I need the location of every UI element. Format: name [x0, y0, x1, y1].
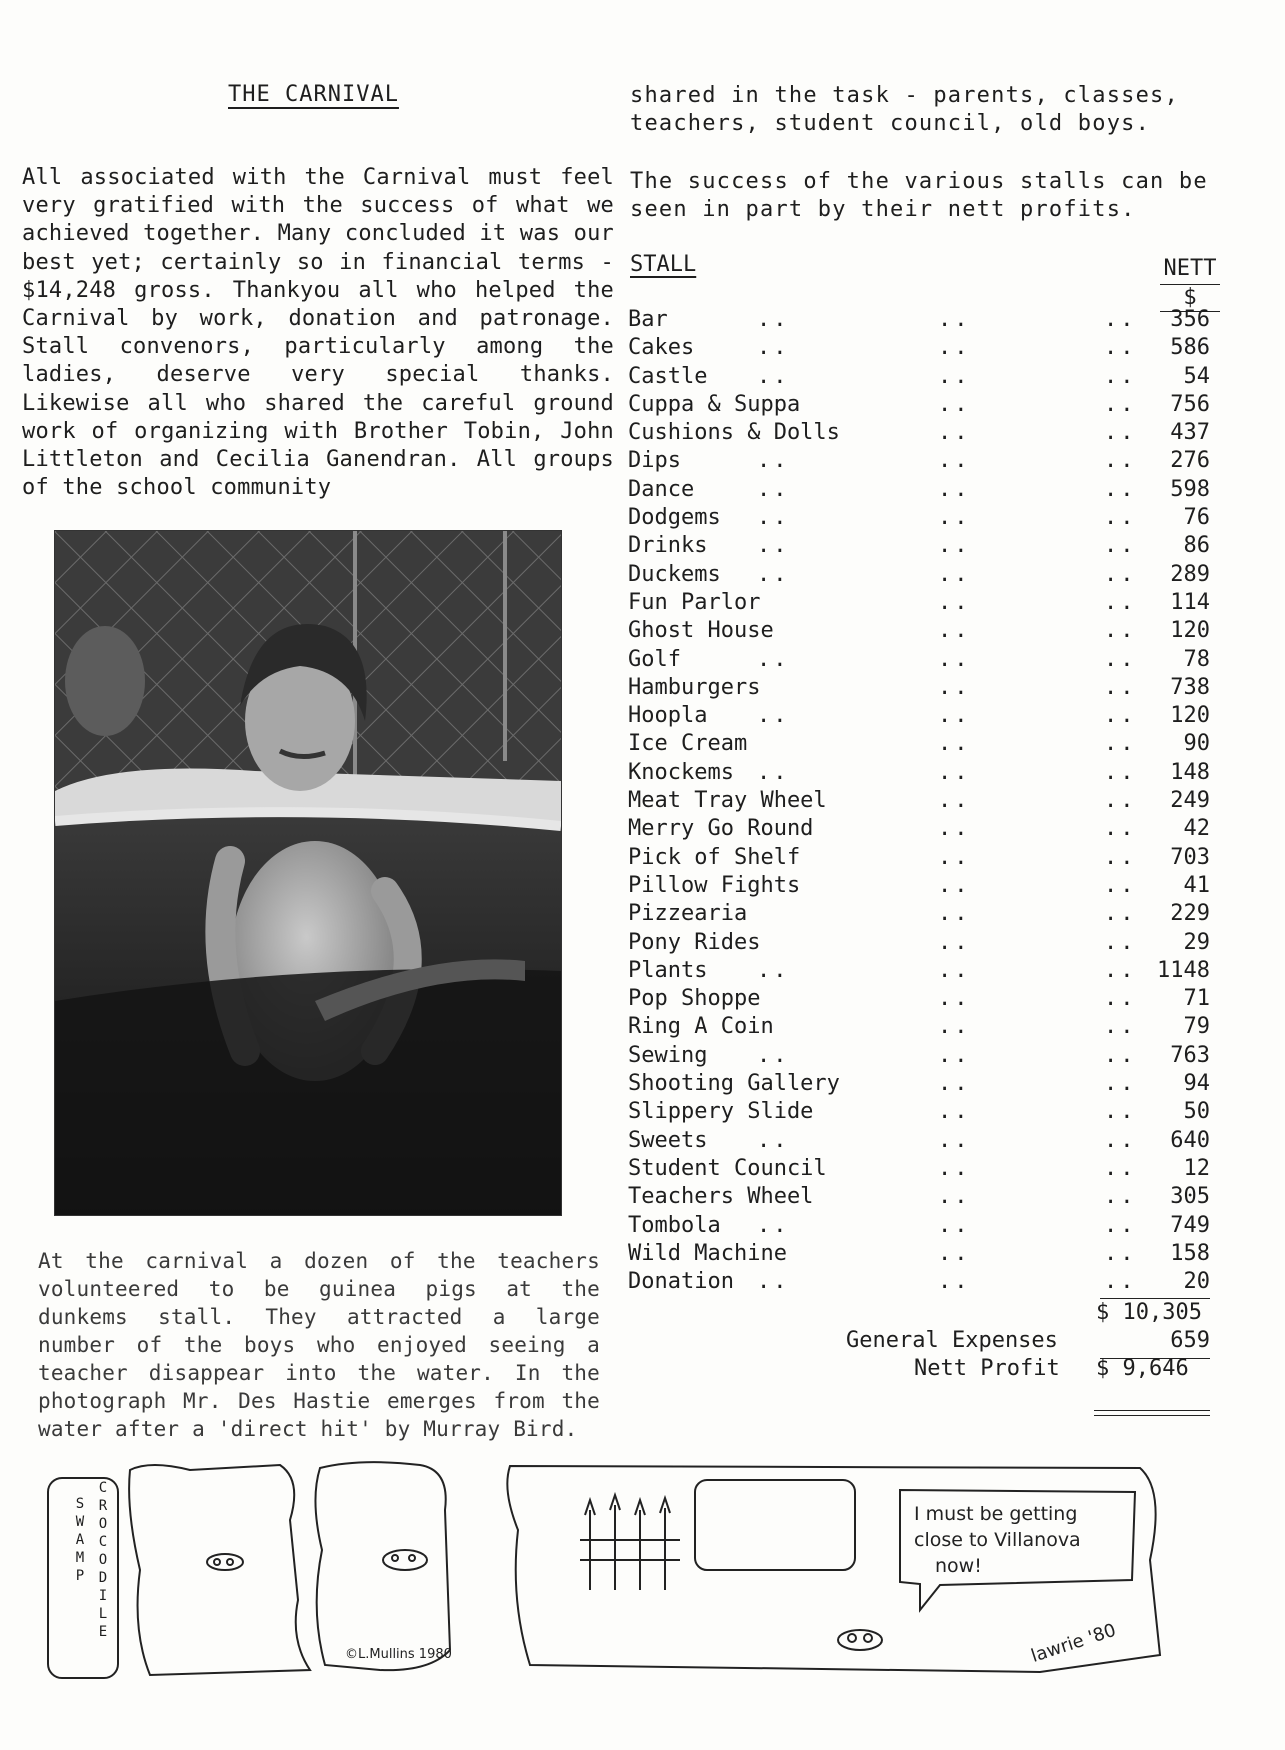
leader-dots: ..	[1104, 703, 1137, 729]
article-title: THE CARNIVAL	[228, 82, 399, 107]
stall-name: Tombola	[628, 1212, 721, 1238]
cartoon-drawing	[40, 1450, 1220, 1690]
leader-dots: ..	[1104, 872, 1137, 898]
stall-nett-value: 640	[1170, 1127, 1210, 1153]
table-row	[624, 646, 1220, 674]
stall-name: Cakes	[628, 335, 695, 361]
leader-dots: ..	[1104, 759, 1137, 785]
stall-name: Donation	[628, 1269, 734, 1295]
continuation-paragraph: shared in the task - parents, classes, teachers, student council, old boys.	[630, 83, 1179, 136]
leader-dots: ..	[757, 646, 790, 672]
leader-dots: ..	[938, 533, 971, 559]
leader-dots: ..	[757, 561, 790, 587]
stall-name: Ring A Coin	[628, 1014, 774, 1040]
stall-nett-value: 148	[1170, 759, 1210, 785]
stall-name: Merry Go Round	[628, 816, 814, 842]
stall-nett-value: 356	[1170, 307, 1210, 332]
stall-name: Pop Shoppe	[628, 986, 761, 1012]
leader-dots: ..	[938, 391, 971, 417]
stall-name: Plants	[628, 957, 708, 983]
table-row	[624, 957, 1220, 985]
leader-dots: ..	[1104, 986, 1137, 1012]
leader-dots: ..	[1104, 929, 1137, 955]
leader-dots: ..	[1104, 335, 1137, 361]
leader-dots: ..	[1104, 1240, 1137, 1266]
stall-nett-value: 229	[1170, 901, 1210, 927]
stall-nett-value: 305	[1170, 1184, 1210, 1210]
leader-dots: ..	[757, 703, 790, 729]
leader-dots: ..	[938, 307, 971, 332]
nett-column-header	[1160, 256, 1220, 312]
leader-dots: ..	[757, 307, 790, 332]
leader-dots: ..	[938, 731, 971, 757]
stall-name: Meat Tray Wheel	[628, 788, 827, 814]
leader-dots: ..	[938, 703, 971, 729]
leader-dots: ..	[938, 788, 971, 814]
table-row	[624, 1127, 1220, 1155]
stall-nett-value: 90	[1183, 731, 1210, 757]
stall-name: Teachers Wheel	[628, 1184, 814, 1210]
stall-nett-value: 120	[1170, 703, 1210, 729]
stall-nett-value: 71	[1183, 986, 1210, 1012]
leader-dots: ..	[938, 816, 971, 842]
nett-profit-label: Nett Profit	[914, 1356, 1060, 1381]
table-row	[624, 1013, 1220, 1041]
leader-dots: ..	[938, 363, 971, 389]
stall-nett-value: 114	[1170, 589, 1210, 615]
speech-line-3: now!	[935, 1555, 982, 1577]
leader-dots: ..	[757, 957, 790, 983]
table-row	[624, 1098, 1220, 1126]
leader-dots: ..	[938, 957, 971, 983]
stall-nett-value: 29	[1183, 929, 1210, 955]
table-row	[624, 589, 1220, 617]
speech-line-1: I must be getting	[914, 1503, 1078, 1525]
table-row	[624, 1268, 1220, 1296]
leader-dots: ..	[1104, 901, 1137, 927]
leader-dots: ..	[938, 674, 971, 700]
leader-dots: ..	[1104, 448, 1137, 474]
nett-profit-value: $ 9,646	[1096, 1356, 1189, 1381]
cartoon-signature-right: lawrie '80	[1028, 1619, 1119, 1667]
success-paragraph: The success of the various stalls can be seen in part by their nett profits.	[630, 169, 1208, 222]
table-row	[624, 1183, 1220, 1211]
leader-dots: ..	[1104, 533, 1137, 559]
table-row	[624, 419, 1220, 447]
table-row	[624, 447, 1220, 475]
dunkems-photo	[54, 530, 562, 1216]
stall-nett-value: 79	[1183, 1014, 1210, 1040]
stall-nett-value: 756	[1170, 391, 1210, 417]
stall-name: Drinks	[628, 533, 708, 559]
leader-dots: ..	[757, 1212, 790, 1238]
stall-name: Ice Cream	[628, 731, 748, 757]
stall-nett-value: 42	[1183, 816, 1210, 842]
stall-name: Wild Machine	[628, 1240, 787, 1266]
leader-dots: ..	[1104, 731, 1137, 757]
table-row	[624, 532, 1220, 560]
stall-nett-value: 120	[1170, 618, 1210, 644]
table-row	[624, 787, 1220, 815]
leader-dots: ..	[1104, 674, 1137, 700]
stall-name: Dodgems	[628, 505, 721, 531]
stall-nett-value: 94	[1183, 1071, 1210, 1097]
stall-nett-value: 78	[1183, 646, 1210, 672]
table-row	[624, 900, 1220, 928]
leader-dots: ..	[938, 1042, 971, 1068]
stall-name: Fun Parlor	[628, 589, 761, 615]
leader-dots: ..	[938, 844, 971, 870]
leader-dots: ..	[1104, 1071, 1137, 1097]
cartoon-signature-left: ©L.Mullins 1980	[345, 1647, 452, 1662]
leader-dots: ..	[1104, 363, 1137, 389]
leader-dots: ..	[1104, 420, 1137, 446]
leader-dots: ..	[1104, 646, 1137, 672]
stall-name: Pony Rides	[628, 929, 761, 955]
cartoon-strip	[40, 1450, 1220, 1690]
stall-name: Shooting Gallery	[628, 1071, 840, 1097]
table-row	[624, 476, 1220, 504]
leader-dots: ..	[757, 533, 790, 559]
table-row	[624, 759, 1220, 787]
stall-nett-value: 738	[1170, 674, 1210, 700]
leader-dots: ..	[1104, 561, 1137, 587]
table-row	[624, 985, 1220, 1013]
leader-dots: ..	[1104, 816, 1137, 842]
leader-dots: ..	[757, 1042, 790, 1068]
table-row	[624, 306, 1220, 334]
table-row	[624, 844, 1220, 872]
stall-name: Bar	[628, 307, 668, 332]
photo-illustration	[55, 531, 561, 1215]
intro-paragraph: All associated with the Carnival must feel very gratified with the success of what we achieved together. Many concluded it was our best yet; certainly so in financial terms - $14,248 gross. Thankyou all who helped the Carnival by work, donation and patronage. Stall convenors, particularly among the ladies, deserve very special thanks. Likewise all who shared the careful ground work of organizing with Brother Tobin, John Littleton and Cecilia Ganendran. All groups of the school community	[22, 165, 614, 501]
leader-dots: ..	[938, 420, 971, 446]
subtotal-rule	[1100, 1298, 1210, 1299]
vertical-text-crocodile	[93, 1480, 113, 1647]
currency-label: $	[1160, 284, 1220, 312]
stall-name: Sweets	[628, 1127, 708, 1153]
stall-nett-value: 249	[1170, 788, 1210, 814]
photo-caption: At the carnival a dozen of the teachers volunteered to be guinea pigs at the dunkems stall. They attracted a large number of the boys who enjoyed seeing a teacher disappear into the water. In the photograph Mr. Des Hastie emerges from the water after a 'direct hit' by Murray Bird.	[38, 1249, 600, 1441]
table-row	[624, 929, 1220, 957]
leader-dots: ..	[938, 872, 971, 898]
leader-dots: ..	[757, 1127, 790, 1153]
stall-name: Dance	[628, 476, 695, 502]
stall-nett-value: 76	[1183, 505, 1210, 531]
leader-dots: ..	[1104, 1212, 1137, 1238]
stall-name: Sewing	[628, 1042, 708, 1068]
stall-name: Cuppa & Suppa	[628, 391, 801, 417]
leader-dots: ..	[1104, 476, 1137, 502]
stall-nett-value: 50	[1183, 1099, 1210, 1125]
crocodile-text: CROCODILE	[95, 1480, 111, 1642]
stall-name: Pillow Fights	[628, 872, 801, 898]
table-row	[624, 1212, 1220, 1240]
stall-name: Pick of Shelf	[628, 844, 801, 870]
table-row	[624, 363, 1220, 391]
stall-nett-value: 437	[1170, 420, 1210, 446]
table-row	[624, 391, 1220, 419]
stall-name: Ghost House	[628, 618, 774, 644]
leader-dots: ..	[938, 505, 971, 531]
table-row	[624, 1155, 1220, 1183]
speech-line-2: close to Villanova	[914, 1529, 1081, 1551]
table-row	[624, 561, 1220, 589]
table-row	[624, 1042, 1220, 1070]
double-rule-top	[1094, 1410, 1210, 1411]
double-rule-bottom	[1094, 1415, 1210, 1416]
leader-dots: ..	[757, 335, 790, 361]
leader-dots: ..	[1104, 1184, 1137, 1210]
nett-label: NETT	[1163, 256, 1217, 281]
leader-dots: ..	[938, 1269, 971, 1295]
stall-name: Duckems	[628, 561, 721, 587]
leader-dots: ..	[938, 589, 971, 615]
leader-dots: ..	[938, 929, 971, 955]
table-row	[624, 702, 1220, 730]
leader-dots: ..	[1104, 1099, 1137, 1125]
leader-dots: ..	[938, 646, 971, 672]
stall-nett-value: 586	[1170, 335, 1210, 361]
leader-dots: ..	[1104, 1042, 1137, 1068]
leader-dots: ..	[938, 476, 971, 502]
stall-nett-value: 749	[1170, 1212, 1210, 1238]
table-row	[624, 674, 1220, 702]
stall-nett-value: 158	[1170, 1240, 1210, 1266]
leader-dots: ..	[1104, 618, 1137, 644]
stall-name: Dips	[628, 448, 681, 474]
leader-dots: ..	[938, 1212, 971, 1238]
stall-name: Hamburgers	[628, 674, 761, 700]
stall-name: Knockems	[628, 759, 734, 785]
stall-name: Pizzearia	[628, 901, 748, 927]
leader-dots: ..	[938, 448, 971, 474]
leader-dots: ..	[757, 505, 790, 531]
table-row	[624, 334, 1220, 362]
leader-dots: ..	[757, 759, 790, 785]
leader-dots: ..	[1104, 589, 1137, 615]
leader-dots: ..	[938, 1127, 971, 1153]
table-row	[624, 872, 1220, 900]
table-row	[624, 504, 1220, 532]
leader-dots: ..	[938, 1014, 971, 1040]
leader-dots: ..	[757, 448, 790, 474]
stall-column-header: STALL	[630, 252, 697, 277]
leader-dots: ..	[938, 335, 971, 361]
stall-name: Slippery Slide	[628, 1099, 814, 1125]
stall-name: Castle	[628, 363, 708, 389]
table-row	[624, 1070, 1220, 1098]
stall-name: Student Council	[628, 1155, 827, 1181]
stall-nett-value: 1148	[1157, 957, 1210, 983]
table-row	[624, 730, 1220, 758]
table-row	[624, 1240, 1220, 1268]
leader-dots: ..	[938, 759, 971, 785]
stall-nett-value: 703	[1170, 844, 1210, 870]
leader-dots: ..	[1104, 1155, 1137, 1181]
stall-nett-value: 20	[1183, 1269, 1210, 1295]
leader-dots: ..	[938, 986, 971, 1012]
leader-dots: ..	[1104, 1269, 1137, 1295]
stall-nett-value: 12	[1183, 1155, 1210, 1181]
stall-nett-value: 276	[1170, 448, 1210, 474]
general-expenses-value: 659	[1170, 1328, 1210, 1353]
stall-nett-value: 86	[1183, 533, 1210, 559]
leader-dots: ..	[1104, 391, 1137, 417]
leader-dots: ..	[757, 363, 790, 389]
leader-dots: ..	[1104, 505, 1137, 531]
stall-nett-value: 763	[1170, 1042, 1210, 1068]
stall-nett-value: 41	[1183, 872, 1210, 898]
leader-dots: ..	[1104, 788, 1137, 814]
leader-dots: ..	[938, 561, 971, 587]
leader-dots: ..	[1104, 1127, 1137, 1153]
leader-dots: ..	[1104, 844, 1137, 870]
stall-nett-value: 598	[1170, 476, 1210, 502]
table-row	[624, 617, 1220, 645]
leader-dots: ..	[938, 1071, 971, 1097]
leader-dots: ..	[938, 1155, 971, 1181]
stall-nett-value: 289	[1170, 561, 1210, 587]
leader-dots: ..	[938, 1099, 971, 1125]
leader-dots: ..	[938, 1240, 971, 1266]
stall-profits-table	[624, 306, 1220, 1296]
leader-dots: ..	[757, 1269, 790, 1295]
leader-dots: ..	[1104, 307, 1137, 332]
leader-dots: ..	[1104, 957, 1137, 983]
table-row	[624, 815, 1220, 843]
subtotal-value: $ 10,305	[1096, 1300, 1202, 1325]
leader-dots: ..	[757, 476, 790, 502]
stall-nett-value: 54	[1183, 363, 1210, 389]
stall-name: Cushions & Dolls	[628, 420, 840, 446]
leader-dots: ..	[938, 618, 971, 644]
stall-name: Golf	[628, 646, 681, 672]
leader-dots: ..	[938, 901, 971, 927]
leader-dots: ..	[938, 1184, 971, 1210]
stall-name: Hoopla	[628, 703, 708, 729]
leader-dots: ..	[1104, 1014, 1137, 1040]
swamp-text: SWAMP	[72, 1496, 88, 1586]
general-expenses-label: General Expenses	[846, 1328, 1058, 1353]
vertical-text-swamp	[70, 1496, 90, 1591]
